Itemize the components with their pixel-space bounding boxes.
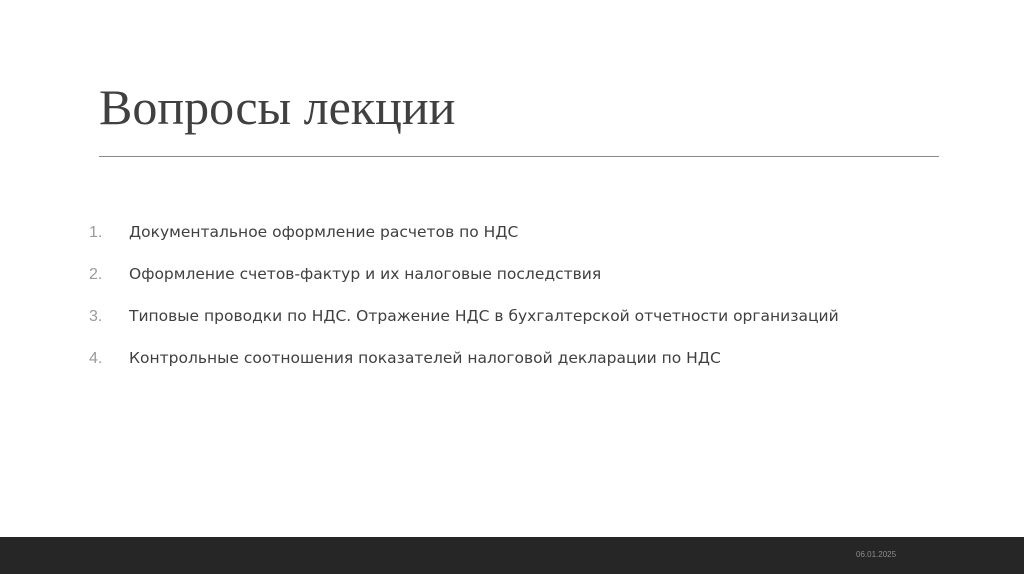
item-number: 3. [89, 308, 103, 325]
item-text: Оформление счетов-фактур и их налоговые последствия [129, 265, 602, 283]
footer-bar [0, 537, 1024, 574]
footer-date: 06.01.2025 [856, 550, 897, 559]
item-text: Документальное оформление расчетов по НДС [129, 223, 519, 241]
item-number: 4. [89, 350, 103, 367]
list-item [89, 223, 959, 265]
list-item [89, 265, 959, 307]
item-text: Типовые проводки по НДС. Отражение НДС в бухгалтерской отчетности организаций [129, 307, 839, 325]
list-item [89, 349, 959, 391]
list-item [89, 307, 959, 349]
agenda-list [89, 223, 959, 391]
item-text: Контрольные соотношения показателей налоговой декларации по НДС [129, 349, 721, 367]
item-number: 1. [89, 224, 103, 241]
title-divider [99, 156, 939, 157]
item-number: 2. [89, 266, 103, 283]
slide-title: Вопросы лекции [99, 79, 456, 135]
